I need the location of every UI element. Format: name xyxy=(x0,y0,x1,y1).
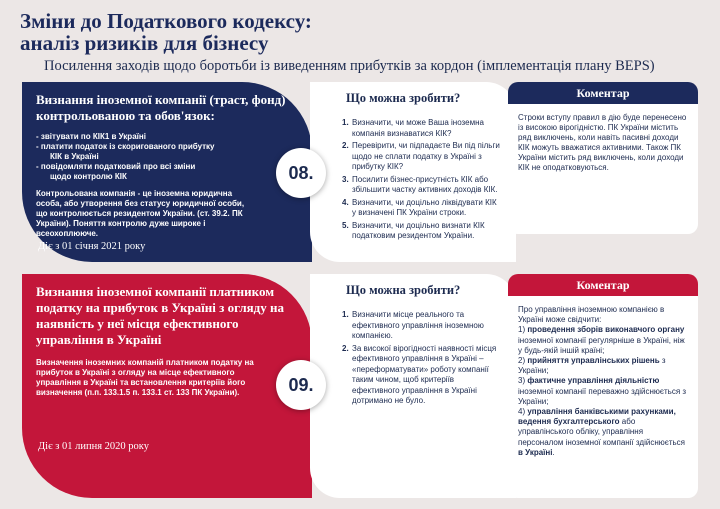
pem-definition: Визначення іноземних компаній платником податку на прибуток в Україні з огляду на місце ефективного управління в Україні та встановлення критеріїв його визначення (п.п. 133.1.5 п. 133.1 ст. 133 ПК України). xyxy=(36,358,254,397)
page-title-line1: Зміни до Податкового кодексу: xyxy=(20,9,312,33)
cfc-actions-title: Що можна зробити? xyxy=(346,91,461,105)
list-item: 1. Визначити місце реального та ефективного управління іноземною компанією. xyxy=(342,310,484,340)
page-title-line2: аналіз ризиків для бізнесу xyxy=(20,31,269,55)
cfc-actions-list xyxy=(342,118,502,242)
section-08 xyxy=(22,82,698,262)
list-item: 1) проведення зборів виконавчого органу іноземної компанії регулярніше в Україні, ніж у будь-якій іншій країні; xyxy=(518,325,685,355)
pem-title: Визнання іноземної компанії платником податку на прибуток в Україні з огляду на наявність у неї місця ефективного управління в Україні xyxy=(36,284,284,347)
pem-comment-title: Коментар xyxy=(508,274,698,296)
pem-card xyxy=(22,274,312,498)
cfc-comment-card xyxy=(508,82,698,262)
pem-actions-card xyxy=(310,274,516,498)
list-item: 2) прийняття управлінських рішень з України; xyxy=(518,356,666,376)
section-number-badge: 09. xyxy=(276,360,326,410)
cfc-definition: Контрольована компанія - це іноземна юридична особа, або утворення без статусу юридичної особи, що контролюється резидентом України. (ст. 39.2. ПК України). Поняття контролю дуже широке і всеохоплююче. xyxy=(36,189,245,238)
list-item: - повідомляти податковий про всі зміни щодо контролю КІК xyxy=(36,162,196,181)
section-09 xyxy=(22,274,698,498)
list-item: 1. Визначити, чи може Ваша іноземна компанія визнаватися КІК? xyxy=(342,118,484,138)
list-item: 3) фактичне управління діяльністю іноземної компанії переважно здійснюється з України; xyxy=(518,376,687,406)
section-number-badge: 08. xyxy=(276,148,326,198)
pem-comment-intro: Про управління іноземною компанією в Україні може свідчити: xyxy=(518,305,665,325)
cfc-title: Визнання іноземної компанії (траст, фонд) контрольованою та обов'язок: xyxy=(36,92,286,123)
page-subtitle: Посилення заходів щодо боротьби із виведенням прибутків за кордон (імплементація плану BEPS) xyxy=(44,58,655,74)
page-title xyxy=(20,10,312,54)
pem-comment-body xyxy=(508,296,698,498)
list-item: 2. За високої вірогідності наявності місця ефективного управління в Україні – «переформатувати» роботу компанії таким чином, щоб критеріїв ефективного управління в Україні дотримано не було. xyxy=(342,343,497,405)
pem-actions-list xyxy=(342,310,502,407)
cfc-actions-card xyxy=(310,82,516,262)
list-item: 5. Визначити, чи доцільно визнати КІК податковим резидентом України. xyxy=(342,220,485,240)
cfc-comment-title: Коментар xyxy=(508,82,698,104)
pem-effective-date: Діє з 01 липня 2020 року xyxy=(38,441,149,452)
cfc-effective-date: Діє з 01 січня 2021 року xyxy=(38,241,146,252)
list-item: 2. Перевірити, чи підпадаєте Ви під пільги щодо не сплати податку в Україні з прибутку КІК? xyxy=(342,141,500,171)
list-item: - платити податок із скоригованого прибутку КІК в Україні xyxy=(36,142,215,161)
list-item: 3. Посилити бізнес-присутність КІК або збільшити частку активних доходів КІК. xyxy=(342,174,498,194)
pem-actions-title: Що можна зробити? xyxy=(346,283,461,297)
pem-comment-card xyxy=(508,274,698,498)
list-item: 4. Визначити, чи доцільно ліквідувати КІК у визначені ПК України строки. xyxy=(342,197,497,217)
cfc-comment-body: Строки вступу правил в дію буде перенесено із високою вірогідністю. ПК України містить ряд виключень, коли навіть пасивні доходи КІК можуть вважатися активними. Також ПК України містить ряд виключень, коли доходи КІК не оподатковуються. xyxy=(508,104,698,234)
list-item: 4) управління банківськими рахунками, ведення бухгалтерського або управлінського обліку, управління персоналом іноземної компанії здійснюється в Україні. xyxy=(518,407,685,457)
cfc-obligations-list xyxy=(36,132,298,182)
cfc-card xyxy=(22,82,312,262)
list-item: - звітувати по КІК1 в Україні xyxy=(36,132,146,141)
